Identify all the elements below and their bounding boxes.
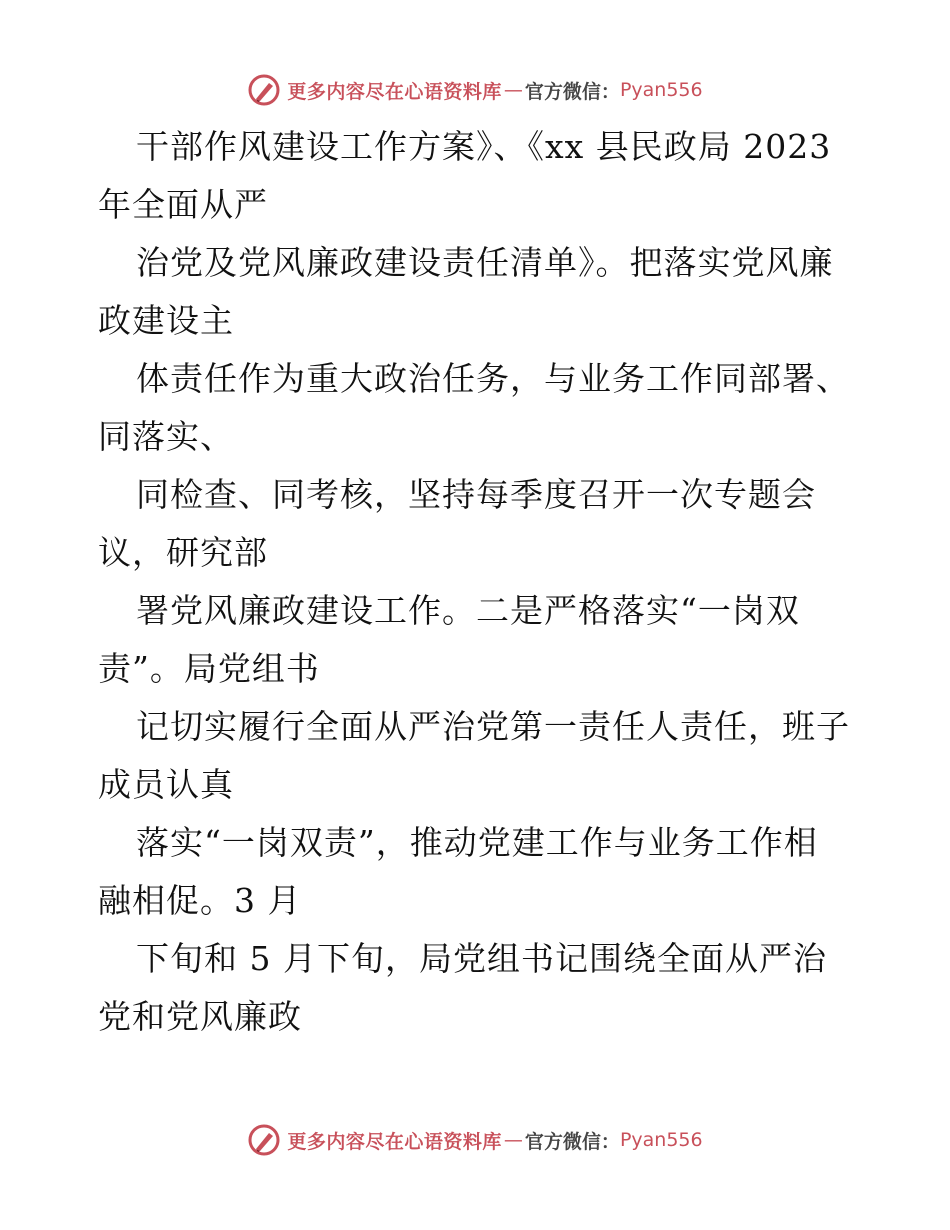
text-line: 署党风廉政建设工作。二是严格落实“一岗双 bbox=[136, 591, 800, 630]
text-line: 记切实履行全面从严治党第一责任人责任，班子 bbox=[136, 707, 850, 746]
watermark-dash: — bbox=[503, 79, 523, 101]
watermark-label: 官方微信： bbox=[524, 1130, 620, 1153]
watermark-label: 官方微信： bbox=[524, 80, 620, 103]
watermark-id: Pyan556 bbox=[619, 1129, 703, 1151]
watermark-id: Pyan556 bbox=[619, 79, 703, 101]
text-line: 党和党风廉政 bbox=[98, 997, 302, 1036]
text-line: 年全面从严 bbox=[98, 185, 268, 224]
text-line: 成员认真 bbox=[98, 765, 234, 804]
text-line: 干部作风建设工作方案》、《xx 县民政局 2023 bbox=[136, 127, 832, 166]
text-line: 治党及党风廉政建设责任清单》。把落实党风廉 bbox=[136, 243, 834, 282]
text-line: 议，研究部 bbox=[98, 533, 268, 572]
text-line: 融相促。3 月 bbox=[98, 881, 302, 920]
pen-logo-icon bbox=[247, 1123, 281, 1157]
text-line: 同检查、同考核，坚持每季度召开一次专题会 bbox=[136, 475, 816, 514]
document-body bbox=[98, 118, 858, 1046]
watermark-dash: — bbox=[503, 1129, 523, 1151]
watermark-header bbox=[0, 70, 950, 110]
watermark-site-text: 更多内容尽在心语资料库 bbox=[287, 1130, 502, 1153]
text-line: 体责任作为重大政治任务，与业务工作同部署、 bbox=[136, 359, 850, 398]
text-line: 下旬和 5 月下旬，局党组书记围绕全面从严治 bbox=[136, 939, 827, 978]
text-line: 责”。局党组书 bbox=[98, 649, 320, 688]
watermark-site-text: 更多内容尽在心语资料库 bbox=[287, 80, 502, 103]
text-line: 落实“一岗双责”，推动党建工作与业务工作相 bbox=[136, 823, 818, 862]
text-line: 政建设主 bbox=[98, 301, 234, 340]
pen-logo-icon bbox=[247, 73, 281, 107]
text-line: 同落实、 bbox=[98, 417, 234, 456]
watermark-footer bbox=[0, 1120, 950, 1160]
